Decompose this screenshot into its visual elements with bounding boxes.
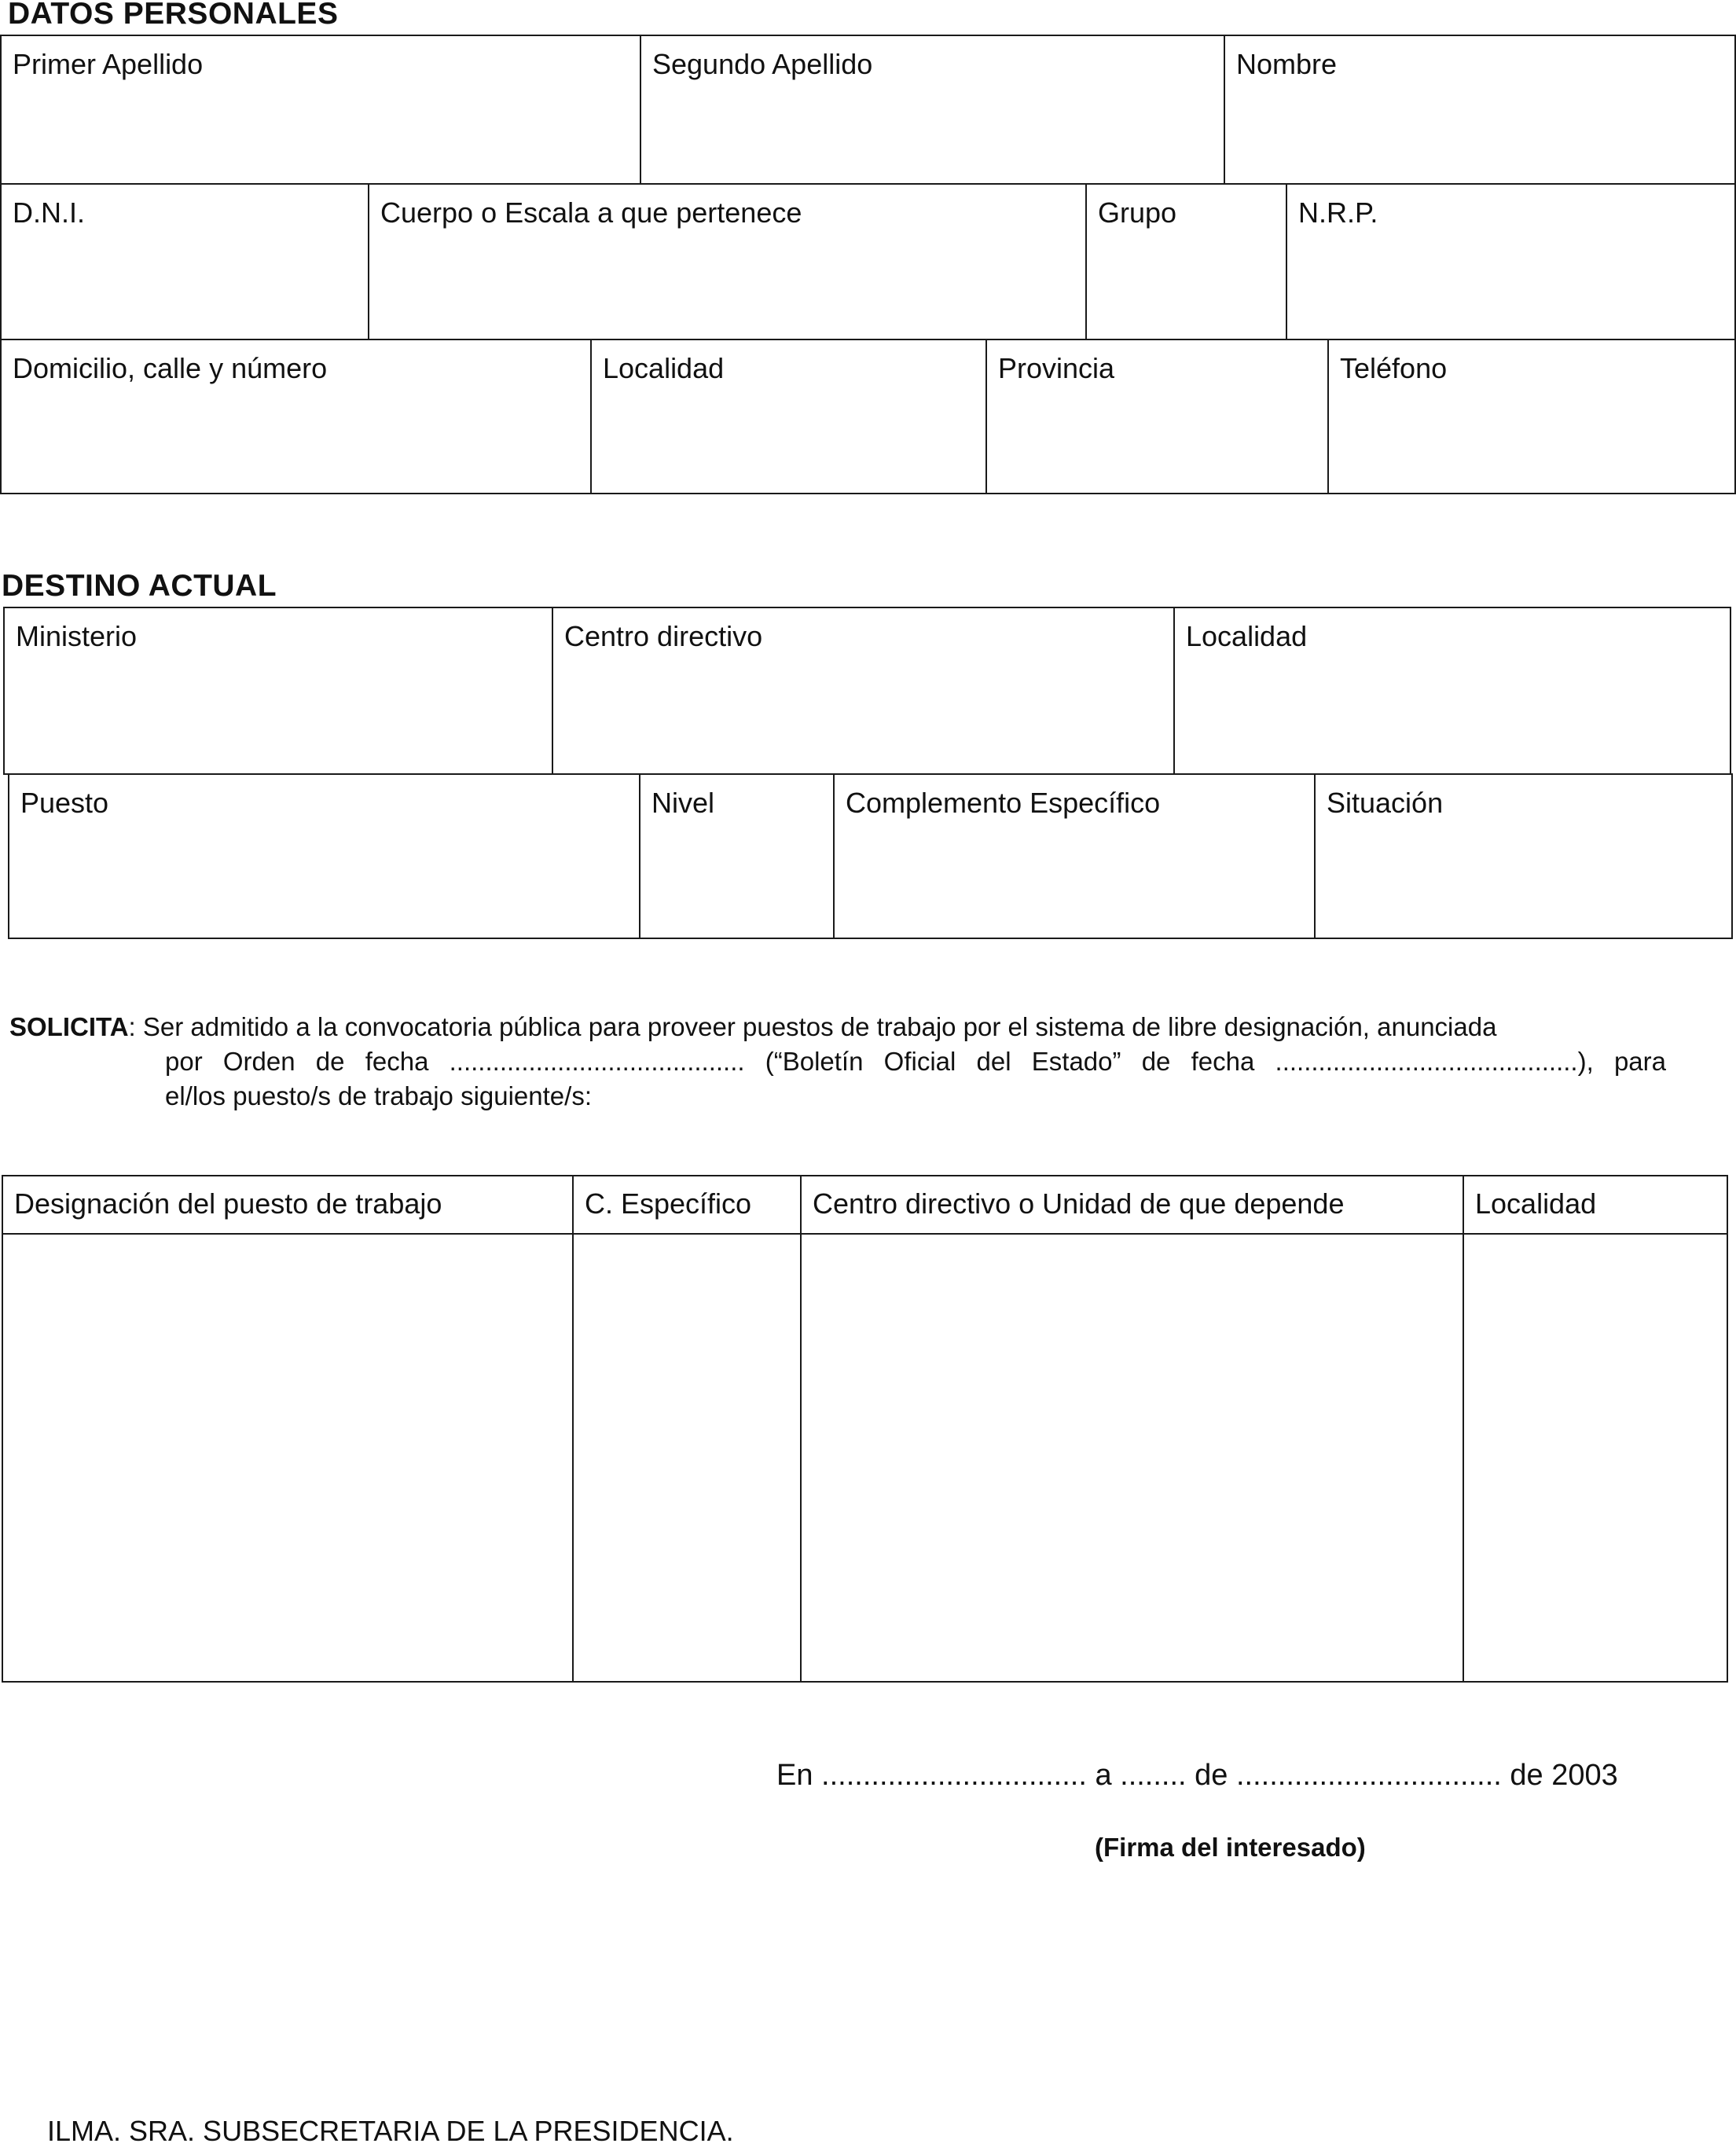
- table-header-centro-directivo: [800, 1175, 1464, 1235]
- field-provincia[interactable]: [985, 339, 1329, 494]
- label-cuerpo-escala: Cuerpo o Escala a que pertenece: [380, 196, 802, 229]
- solicita-line-3: el/los puesto/s de trabajo siguiente/s:: [165, 1081, 593, 1110]
- solicita-line-2: por Orden de fecha ......................................... (“Boletín Oficial del Estado” de fecha ..........................................), para: [165, 1047, 1666, 1076]
- label-segundo-apellido: Segundo Apellido: [652, 48, 873, 80]
- table-header-designacion: [2, 1175, 574, 1235]
- label-nombre: Nombre: [1236, 48, 1338, 80]
- solicita-text-1: Ser admitido a la convocatoria pública para proveer puestos de trabajo por el sistema de libre designación, anunciada: [142, 1012, 1497, 1041]
- label-primer-apellido: Primer Apellido: [13, 48, 204, 80]
- field-nrp[interactable]: [1286, 183, 1736, 340]
- section-heading-datos-personales: DATOS PERSONALES: [8, 0, 339, 31]
- field-nivel[interactable]: [639, 773, 835, 939]
- field-cuerpo-escala[interactable]: [368, 183, 1087, 340]
- table-body-designacion[interactable]: [2, 1233, 574, 1683]
- field-primer-apellido[interactable]: [0, 35, 641, 185]
- col-header-centro-directivo: Centro directivo o Unidad de que depende: [813, 1187, 1345, 1220]
- solicita-label: SOLICITA: [9, 1012, 129, 1041]
- solicita-colon: :: [128, 1012, 136, 1041]
- firma-interesado: (Firma del interesado): [1095, 1833, 1366, 1862]
- table-body-centro-directivo[interactable]: [800, 1233, 1464, 1683]
- field-complemento-especifico[interactable]: [833, 773, 1316, 939]
- section-heading-destino-actual: DESTINO ACTUAL: [2, 569, 277, 603]
- field-grupo[interactable]: [1085, 183, 1287, 340]
- label-complemento-especifico: Complemento Específico: [846, 787, 1161, 819]
- field-ministerio[interactable]: [3, 607, 553, 775]
- table-header-localidad: [1463, 1175, 1728, 1235]
- label-nrp: N.R.P.: [1298, 196, 1378, 229]
- label-puesto: Puesto: [20, 787, 109, 819]
- solicita-line-1: [9, 1014, 1496, 1040]
- field-situacion[interactable]: [1314, 773, 1733, 939]
- label-localidad-personal: Localidad: [603, 352, 725, 384]
- field-puesto[interactable]: [8, 773, 640, 939]
- field-localidad-destino[interactable]: [1173, 607, 1731, 775]
- label-grupo: Grupo: [1098, 196, 1177, 229]
- field-nombre[interactable]: [1224, 35, 1736, 185]
- field-centro-directivo[interactable]: [552, 607, 1175, 775]
- label-ministerio: Ministerio: [16, 620, 138, 652]
- label-centro-directivo: Centro directivo: [564, 620, 763, 652]
- label-dni: D.N.I.: [13, 196, 86, 229]
- field-domicilio[interactable]: [0, 339, 592, 494]
- label-provincia: Provincia: [998, 352, 1115, 384]
- table-header-c-especifico: [572, 1175, 802, 1235]
- label-localidad-destino: Localidad: [1186, 620, 1308, 652]
- field-segundo-apellido[interactable]: [640, 35, 1225, 185]
- col-header-c-especifico: C. Específico: [585, 1187, 752, 1220]
- label-telefono: Teléfono: [1340, 352, 1448, 384]
- field-telefono[interactable]: [1327, 339, 1736, 494]
- label-situacion: Situación: [1327, 787, 1444, 819]
- table-body-localidad[interactable]: [1463, 1233, 1728, 1683]
- addressee: ILMA. SRA. SUBSECRETARIA DE LA PRESIDENCIA.: [47, 2115, 734, 2147]
- field-dni[interactable]: [0, 183, 369, 340]
- place-date-line: En ................................ a ........ de ................................ de 2003: [776, 1759, 1618, 1792]
- label-domicilio: Domicilio, calle y número: [13, 352, 328, 384]
- col-header-designacion: Designación del puesto de trabajo: [14, 1187, 442, 1220]
- label-nivel: Nivel: [651, 787, 715, 819]
- col-header-localidad: Localidad: [1475, 1187, 1597, 1220]
- table-body-c-especifico[interactable]: [572, 1233, 802, 1683]
- field-localidad-personal[interactable]: [590, 339, 987, 494]
